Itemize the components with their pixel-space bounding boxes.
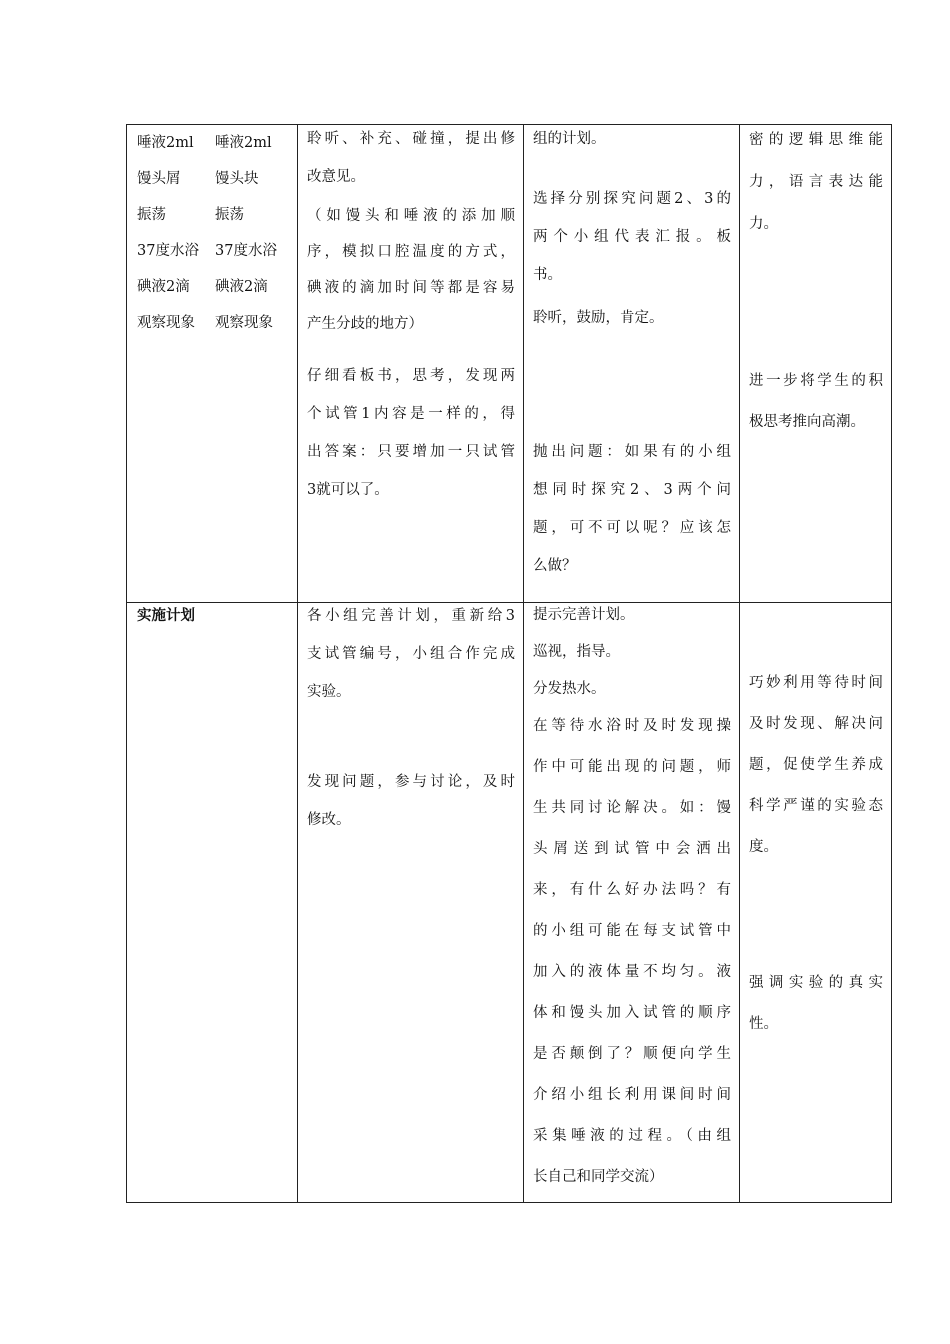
row1-materials-cell [127,124,298,602]
text-line: 采集唾液的过程。（由组 [533,1128,731,1144]
text-line: 生共同讨论解决。如：馒 [533,800,731,816]
design-intent-text-1 [749,124,883,245]
materials-row [137,197,277,233]
text-line: 作中可能出现的问题，师 [533,759,731,775]
text-line: 改意见。 [307,169,365,185]
text-line: 抛出问题：如果有的小组 [533,444,731,460]
materials-left: 观察现象 [137,315,195,331]
text-line: 来，有什么好办法吗？有 [533,882,731,898]
text-line: 序，模拟口腔温度的方式， [307,244,515,260]
teacher-activity-text-5 [533,602,731,708]
lesson-plan-table [126,124,892,1203]
text-line: 产生分歧的地方） [307,316,423,332]
materials-right: 唾液2ml [215,135,272,151]
student-activity-text-2 [307,198,515,342]
text-line: 头屑送到试管中会洒出 [533,841,731,857]
text-line: 实验。 [307,684,351,700]
text-line: 性。 [749,1016,778,1032]
student-activity-text-3 [307,357,515,509]
text-line: 力。 [749,216,778,232]
text-line: 各小组完善计划，重新给3 [307,608,515,624]
text-line: 碘液的滴加时间等都是容易 [307,280,515,296]
row1-teacher-activity-cell [524,124,740,602]
text-line: 修改。 [307,812,351,828]
materials-right: 观察现象 [215,315,273,331]
text-line: 巡视，指导。 [533,644,620,660]
text-line: 发现问题，参与讨论，及时 [307,774,515,790]
row2-teacher-activity-cell [524,602,740,1202]
text-line: 体和馒头加入试管的顺序 [533,1005,731,1021]
text-line: 及时发现、解决问 [749,716,883,732]
materials-left: 碘液2滴 [137,279,190,295]
text-line: 科学严谨的实验态 [749,798,883,814]
text-line: 分发热水。 [533,681,606,697]
text-line: （如馒头和唾液的添加顺 [307,208,515,224]
row1-student-activity-cell [298,124,524,602]
materials-row [137,305,277,341]
materials-row [137,125,277,161]
text-line: 度。 [749,839,778,855]
materials-right: 37度水浴 [215,243,277,259]
row2-design-intent-cell [740,602,892,1202]
text-line: 强调实验的真实 [749,975,883,991]
design-intent-text-2 [749,361,883,443]
text-line: 么做？ [533,558,577,574]
design-intent-text-4 [749,963,883,1045]
text-line: 提示完善计划。 [533,607,635,623]
text-line: 介绍小组长利用课间时间 [533,1087,731,1103]
text-line: 长自己和同学交流） [533,1169,664,1185]
materials-list [137,125,277,341]
materials-right: 振荡 [215,207,244,223]
text-line: 在等待水浴时及时发现操 [533,718,731,734]
text-line: 书。 [533,267,562,283]
materials-left: 振荡 [137,207,166,223]
row1-design-intent-cell [740,124,892,602]
row2-stage-cell [127,602,298,1202]
text-line: 进一步将学生的积 [749,373,883,389]
materials-row [137,233,277,269]
text-line: 3就可以了。 [307,482,389,498]
text-line: 想同时探究2、3两个问 [533,482,731,498]
materials-left: 馒头屑 [137,171,181,187]
text-line: 巧妙利用等待时间 [749,675,883,691]
materials-left: 唾液2ml [137,135,194,151]
text-line: 两个小组代表汇报。板 [533,229,731,245]
text-line: 加入的液体量不均匀。液 [533,964,731,980]
text-line: 支试管编号，小组合作完成 [307,646,515,662]
materials-left: 37度水浴 [137,243,199,259]
design-intent-text-3 [749,663,883,868]
student-activity-text-4 [307,602,515,711]
text-line: 出答案：只要增加一只试管 [307,444,515,460]
text-line: 聆听、补充、碰撞，提出修 [307,131,515,147]
teacher-activity-text-3 [533,299,731,337]
student-activity-text-5 [307,763,515,839]
text-line: 选择分别探究问题2、3的 [533,191,731,207]
text-line: 的小组可能在每支试管中 [533,923,731,939]
row2-student-activity-cell [298,602,524,1202]
text-line: 题，促使学生养成 [749,757,883,773]
text-line: 是否颠倒了？顺便向学生 [533,1046,731,1062]
teacher-activity-text-6 [533,706,731,1198]
text-line: 题，可不可以呢？应该怎 [533,520,731,536]
text-line: 个试管1内容是一样的，得 [307,406,515,422]
stage-heading: 实施计划 [137,608,195,624]
materials-row [137,161,277,197]
student-activity-text-1 [307,124,515,196]
materials-right: 碘液2滴 [215,279,268,295]
text-line: 极思考推向高潮。 [749,414,865,430]
text-line: 组的计划。 [533,131,606,147]
text-line: 仔细看板书，思考，发现两 [307,368,515,384]
materials-row [137,269,277,305]
text-line: 聆听，鼓励，肯定。 [533,310,664,326]
teacher-activity-text-1 [533,124,731,158]
teacher-activity-text-2 [533,180,731,294]
materials-right: 馒头块 [215,171,259,187]
teacher-activity-text-4 [533,433,731,585]
text-line: 力，语言表达能 [749,174,883,190]
text-line: 密的逻辑思维能 [749,132,883,148]
